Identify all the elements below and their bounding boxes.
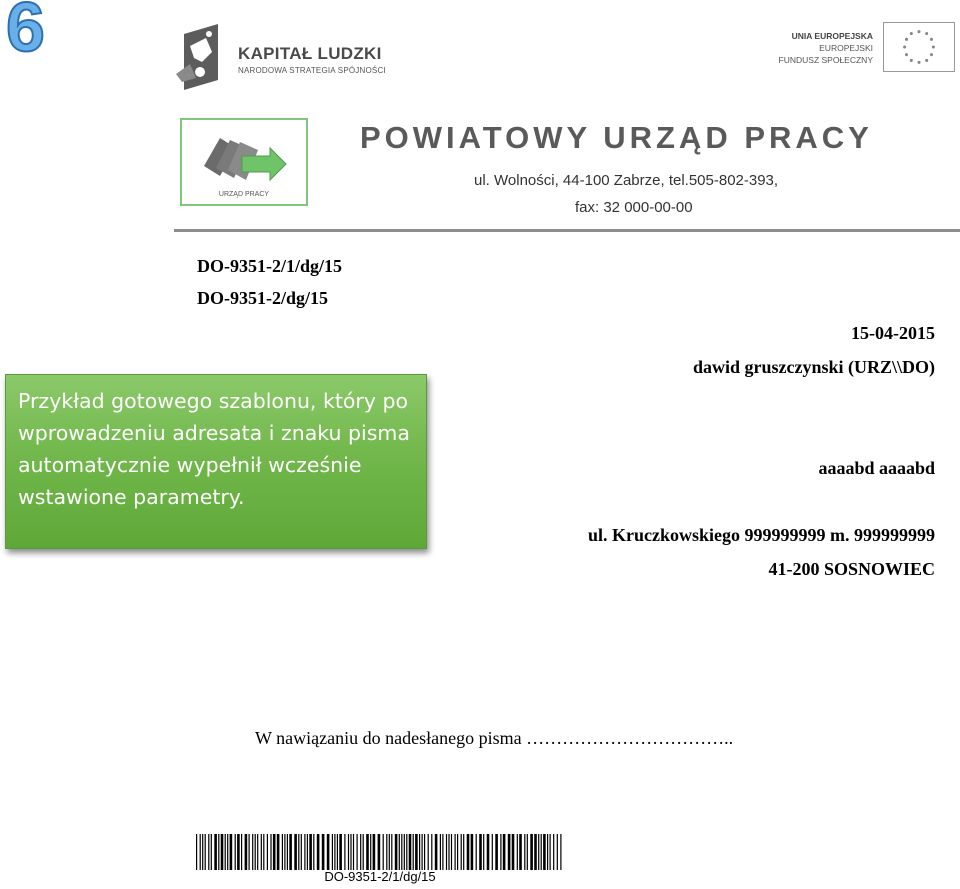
barcode-label: DO-9351-2/1/dg/15 [324, 869, 436, 884]
barcode-bar [395, 834, 398, 870]
barcode-bar [241, 834, 242, 870]
barcode-bar [527, 834, 528, 870]
barcode-bar [200, 834, 201, 870]
barcode-bar [255, 834, 256, 870]
barcode-bar [483, 834, 484, 870]
barcode-bar [270, 834, 271, 870]
barcode-bar [225, 834, 226, 870]
barcode-bar [370, 834, 371, 870]
barcode-bar [492, 834, 493, 870]
barcode-bar [543, 834, 546, 870]
kapital-ludzki-logo-icon [176, 22, 226, 92]
barcode-bar [415, 834, 418, 870]
barcode-bar [500, 834, 501, 870]
barcode-bar [287, 834, 288, 870]
step-number: 6 [6, 0, 45, 66]
barcode-bar [257, 834, 258, 870]
barcode-bar [404, 834, 405, 870]
eu-label-line1: UNIA EUROPEJSKA [791, 31, 873, 41]
barcode-bar [196, 834, 197, 870]
barcode-bar [451, 834, 452, 870]
recipient-street: ul. Kruczkowskiego 999999999 m. 999999999 [587, 525, 935, 545]
barcode-bar [298, 834, 299, 870]
barcode-bar [237, 834, 240, 870]
barcode-bar [282, 834, 283, 870]
barcode-bar [424, 834, 425, 870]
letter-author: dawid gruszczynski (URZ\\DO) [692, 357, 935, 377]
barcode-bar [348, 834, 349, 870]
office-logo-label: URZĄD PRACY [218, 191, 270, 198]
barcode-bar [309, 834, 312, 870]
recipient-name: aaaabd aaaabd [818, 458, 935, 478]
barcode-bar [373, 834, 376, 870]
barcode-bar [245, 834, 248, 870]
office-address: ul. Wolności, 44-100 Zabrze, tel.505-802-393, [474, 172, 779, 189]
barcode-bar [353, 834, 354, 870]
barcode-bar [284, 834, 285, 870]
barcode-bar [422, 834, 423, 870]
barcode-bar [495, 834, 498, 870]
eu-flag-icon [883, 22, 955, 72]
barcode-bar [301, 834, 302, 870]
barcode-bar [249, 834, 250, 870]
barcode-icon [196, 834, 564, 870]
eu-label-line3: FUNDUSZ SPOŁECZNY [778, 55, 873, 65]
barcode-bar [350, 834, 351, 870]
office-logo [180, 118, 308, 206]
info-callout-text: Przykład gotowego szablonu, który po wprowadzeniu adresata i znaku pisma automatycznie wypełnił wcześnie wstawione parametry. [18, 389, 410, 509]
recipient-city: 41-200 SOSNOWIEC [768, 559, 935, 579]
barcode-bar [503, 834, 506, 870]
eu-label [733, 30, 873, 66]
barcode-bar [557, 834, 558, 870]
barcode-bar [261, 834, 262, 870]
letter-date: 15-04-2015 [851, 323, 935, 343]
barcode-bar [524, 834, 525, 870]
barcode-bar [389, 834, 390, 870]
barcode-bar [363, 834, 364, 870]
barcode-bar [337, 834, 338, 870]
barcode-bar [386, 834, 387, 870]
barcode-bar [550, 834, 551, 870]
barcode-bar [289, 834, 292, 870]
barcode-bar [457, 834, 458, 870]
barcode-bar [553, 834, 554, 870]
barcode-bar [399, 834, 400, 870]
barcode-bar [273, 834, 276, 870]
barcode-bar [467, 834, 470, 870]
barcode-bar [252, 834, 253, 870]
eu-label-line2: EUROPEJSKI [819, 43, 873, 53]
barcode-bar [534, 834, 537, 870]
barcode-bar [327, 834, 330, 870]
barcode-bar [442, 834, 443, 870]
barcode-bar [409, 834, 412, 870]
barcode-bar [440, 834, 441, 870]
barcode-bar [277, 834, 280, 870]
barcode-bar [221, 834, 224, 870]
barcode-bar [344, 834, 345, 870]
header-divider [174, 229, 960, 232]
reference-number-1: DO-9351-2/1/dg/15 [197, 256, 343, 276]
barcode-bar [479, 834, 482, 870]
barcode-bar [304, 834, 305, 870]
barcode-bar [267, 834, 268, 870]
barcode-bar [317, 834, 320, 870]
barcode-bar [530, 834, 533, 870]
barcode-bar [366, 834, 369, 870]
barcode-bar [378, 834, 381, 870]
barcode-bar [547, 834, 548, 870]
barcode-bar [205, 834, 206, 870]
barcode-bar [512, 834, 515, 870]
office-fax: fax: 32 000-00-00 [575, 199, 693, 216]
barcode-bar [211, 834, 212, 870]
barcode-bar [218, 834, 219, 870]
barcode-bar [230, 834, 233, 870]
program-logo-title: KAPITAŁ LUDZKI [238, 44, 382, 63]
barcode-bar [413, 834, 414, 870]
barcode-bar [383, 834, 384, 870]
barcode-bar [322, 834, 325, 870]
barcode-bar [461, 834, 462, 870]
barcode-bar [476, 834, 477, 870]
office-title: POWIATOWY URZĄD PRACY [360, 120, 873, 155]
barcode-bar [435, 834, 438, 870]
barcode-bar [541, 834, 542, 870]
barcode-bar [508, 834, 511, 870]
barcode-bar [357, 834, 358, 870]
barcode-bar [419, 834, 420, 870]
barcode-bar [208, 834, 209, 870]
office-logo-cards-icon [198, 128, 298, 188]
barcode-bar [339, 834, 342, 870]
barcode-bar [487, 834, 490, 870]
barcode-bar [519, 834, 522, 870]
barcode-bar [307, 834, 308, 870]
barcode-bar [227, 834, 228, 870]
barcode-bar [446, 834, 447, 870]
program-logo-subtitle: NARODOWA STRATEGIA SPÓJNOŚCI [238, 66, 386, 75]
barcode-bar [517, 834, 518, 870]
barcode-bar [560, 834, 561, 870]
barcode-bar [401, 834, 402, 870]
barcode-bar [214, 834, 217, 870]
barcode-bar [332, 834, 333, 870]
barcode-bar [391, 834, 392, 870]
barcode-bar [463, 834, 464, 870]
barcode-bar [294, 834, 297, 870]
barcode-bar [428, 834, 429, 870]
barcode-bar [313, 834, 314, 870]
barcode-bar [202, 834, 203, 870]
barcode-bar [455, 834, 456, 870]
barcode-bar [448, 834, 449, 870]
barcode-bar [235, 834, 236, 870]
barcode-bar [334, 834, 335, 870]
info-callout [5, 374, 427, 549]
barcode-bar [431, 834, 432, 870]
barcode-bar [406, 834, 407, 870]
letter-body-line: W nawiązaniu do nadesłanego pisma …………………………….. [255, 728, 734, 748]
barcode-bar [471, 834, 474, 870]
barcode-bar [360, 834, 361, 870]
reference-number-2: DO-9351-2/dg/15 [197, 288, 329, 308]
barcode-bar [263, 834, 264, 870]
barcode-bar [538, 834, 539, 870]
